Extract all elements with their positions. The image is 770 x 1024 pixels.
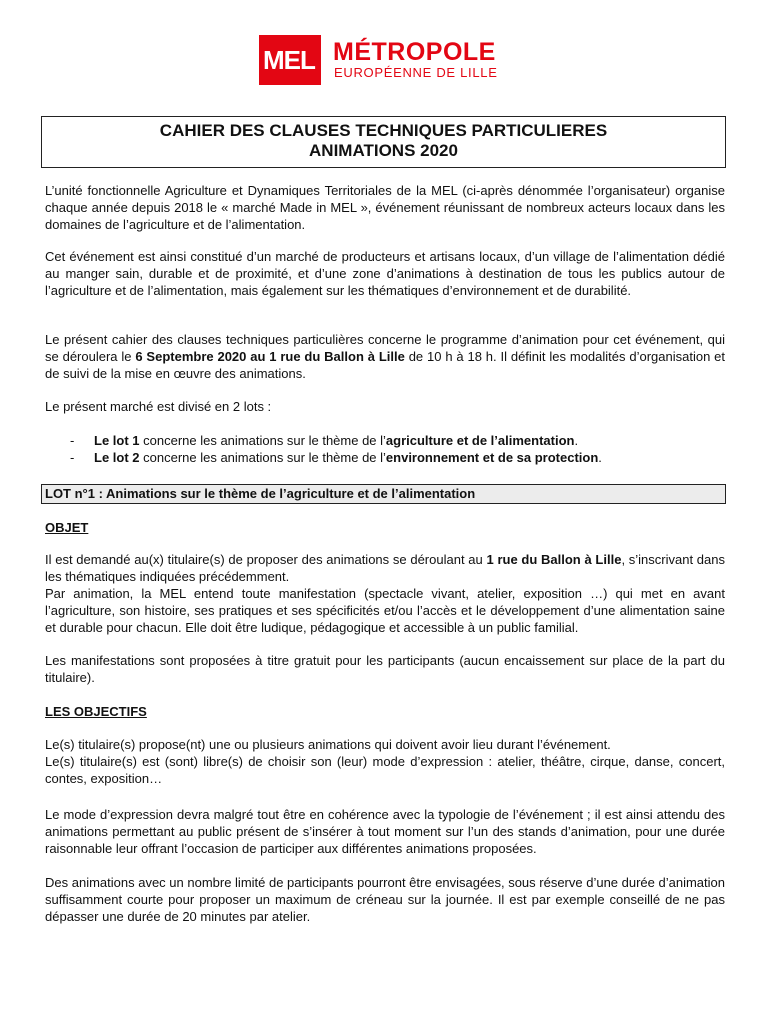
document-title-box xyxy=(41,116,726,168)
objet-paragraph-2 xyxy=(45,585,725,636)
intro-paragraph-1 xyxy=(45,182,725,233)
intro-p2-text: Cet événement est ainsi constitué d’un marché de producteurs et artisans locaux, d’un village de l’alimentation dédié au manger sain, durable et de proximité, et d’une zone d’animations à destination de tous les publics autour de l’agriculture et de l’alimentation, mais également sur les thématiques d’environnement et de durabilité. xyxy=(45,249,725,298)
lot-theme: environnement et de sa protection xyxy=(385,450,599,465)
list-item xyxy=(70,432,725,449)
lot-name: Le lot 1 xyxy=(94,433,140,448)
lot-end: . xyxy=(574,433,579,448)
list-dash: - xyxy=(70,433,75,448)
objet-heading: OBJET xyxy=(45,520,89,535)
mel-logo-mark-text: MEL xyxy=(263,45,315,75)
intro-paragraph-3 xyxy=(45,331,725,382)
objectifs-paragraph-4 xyxy=(45,874,725,925)
objectifs-p2-text: Le(s) titulaire(s) est (sont) libre(s) de choisir son (leur) mode d’expression : atelier, théâtre, cirque, danse, concert, contes, exposition… xyxy=(45,754,725,786)
logo-subtitle: EUROPÉENNE DE LILLE xyxy=(334,65,498,80)
objet-paragraph-1 xyxy=(45,551,725,585)
event-date-location: 6 Septembre 2020 au 1 rue du Ballon à Lille xyxy=(135,349,405,364)
lot-text: concerne les animations sur le thème de l’ xyxy=(139,433,386,448)
document-title-line1: CAHIER DES CLAUSES TECHNIQUES PARTICULIERES xyxy=(159,121,608,140)
intro-p1-text: L’unité fonctionnelle Agriculture et Dynamiques Territoriales de la MEL (ci-après dénommée l’organisateur) organise chaque année depuis 2018 le « marché Made in MEL », événement réunissant de nombreux acteurs locaux dans les domaines de l’agriculture et de l’alimentation. xyxy=(45,183,725,232)
objectifs-p1-text: Le(s) titulaire(s) propose(nt) une ou plusieurs animations qui doivent avoir lieu durant l’événement. xyxy=(45,737,611,752)
objet-paragraph-3 xyxy=(45,652,725,686)
list-item xyxy=(70,449,725,466)
logo-title: MÉTROPOLE xyxy=(333,38,496,66)
document-title-line2: ANIMATIONS 2020 xyxy=(309,141,458,160)
objectifs-heading: LES OBJECTIFS xyxy=(45,704,147,719)
objet-p1-text-b: , s’inscrivant dans les thématiques indiquées précédemment. xyxy=(45,552,725,584)
mel-logo-mark xyxy=(259,35,321,85)
lots-intro xyxy=(45,398,725,415)
objectifs-paragraph-3 xyxy=(45,806,725,857)
lot1-header-box xyxy=(41,484,726,504)
objectifs-p3-text: Le mode d’expression devra malgré tout être en cohérence avec la typologie de l’événement ; il est ainsi attendu des animations permettant au public présent de s’insérer à tout moment sur l’un des stands d’animation, pour une durée raisonnable leur offrant l’occasion de participer aux différentes animations proposées. xyxy=(45,807,725,856)
lots-list xyxy=(70,432,725,466)
list-dash: - xyxy=(70,450,75,465)
lot-theme: agriculture et de l’alimentation xyxy=(385,433,575,448)
lot-end: . xyxy=(598,450,602,465)
intro-p3-text-a: Le présent cahier des clauses techniques particulières concerne le programme d’animation pour cet événement, qui se déroulera le xyxy=(45,332,725,364)
intro-p3-text-b: de 10 h à 18 h. Il définit les modalités d’organisation et de suivi de la mise en œuvre des animations. xyxy=(45,349,725,381)
mel-logo xyxy=(259,35,499,85)
lots-intro-text: Le présent marché est divisé en 2 lots : xyxy=(45,399,272,414)
lot-text: concerne les animations sur le thème de l’ xyxy=(139,450,386,465)
objectifs-paragraph-2 xyxy=(45,753,725,787)
intro-paragraph-2 xyxy=(45,248,725,299)
objet-p1-text-a: Il est demandé au(x) titulaire(s) de proposer des animations se déroulant au xyxy=(45,552,487,567)
objet-p2-text: Par animation, la MEL entend toute manifestation (spectacle vivant, atelier, exposition …) qui met en avant l’agriculture, son histoire, ses pratiques et ses spécificités et/ou l’accès et le développement d’une alimentation saine et durable pour chacun. Elle doit être ludique, pédagogique et accessible à un public familial. xyxy=(45,586,725,635)
objet-p3-text: Les manifestations sont proposées à titre gratuit pour les participants (aucun encaissement sur place de la part du titulaire). xyxy=(45,653,725,685)
lot-name: Le lot 2 xyxy=(94,450,140,465)
lot1-header: LOT n°1 : Animations sur le thème de l’agriculture et de l’alimentation xyxy=(45,486,476,501)
objet-location: 1 rue du Ballon à Lille xyxy=(486,552,622,567)
objectifs-paragraph-1 xyxy=(45,736,725,753)
objectifs-p4-text: Des animations avec un nombre limité de participants pourront être envisagées, sous réserve d’une durée d’animation suffisamment courte pour proposer un maximum de créneau sur la journée. Il est par exemple conseillé de ne pas dépasser une durée de 20 minutes par atelier. xyxy=(45,875,725,924)
